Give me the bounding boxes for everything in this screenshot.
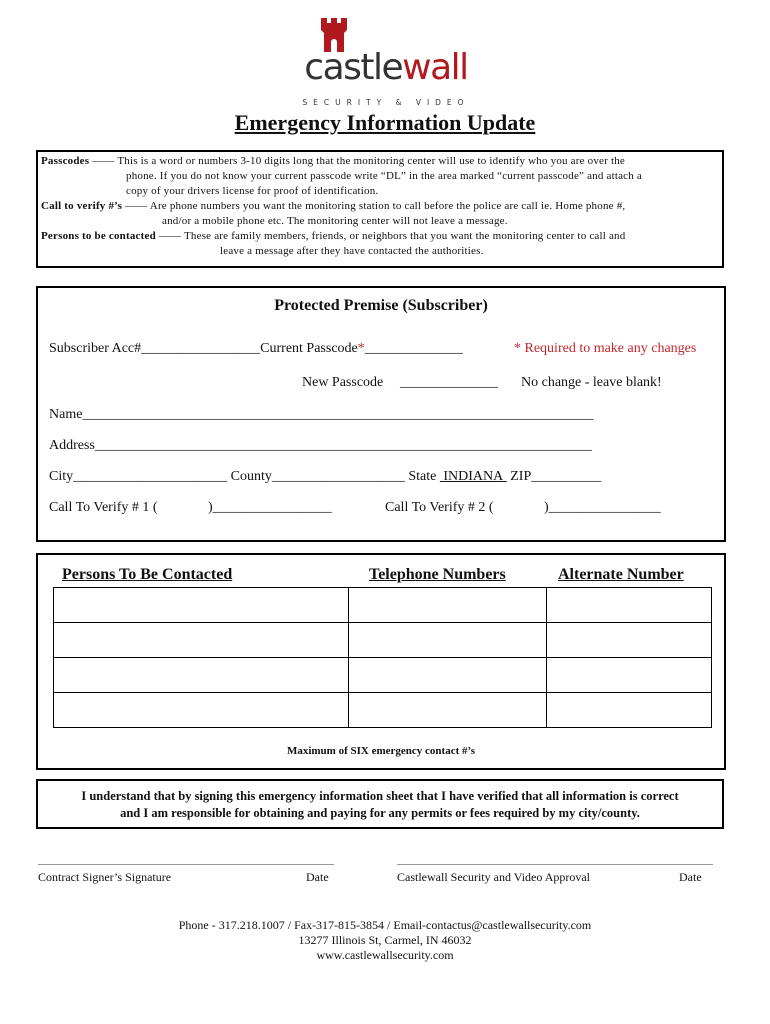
city-field[interactable]: ______________________ bbox=[73, 469, 228, 484]
zip-field[interactable]: __________ bbox=[531, 469, 602, 484]
subscriber-section bbox=[36, 286, 726, 542]
address-row bbox=[49, 438, 592, 454]
address-field[interactable]: _______________________________________________________________________ bbox=[94, 438, 592, 453]
contacted-line-2: leave a message after they have contacted the authorities. bbox=[220, 245, 484, 257]
name-field[interactable]: _________________________________________________________________________ bbox=[82, 407, 594, 422]
verify2-field[interactable]: ________________ bbox=[548, 500, 661, 515]
contacts-table bbox=[53, 587, 712, 728]
contact-phone-cell[interactable] bbox=[349, 588, 547, 623]
location-row bbox=[49, 469, 601, 485]
contact-name-cell[interactable] bbox=[54, 693, 349, 728]
passcodes-label: Passcodes bbox=[41, 155, 90, 167]
footer-website[interactable]: www.castlewallsecurity.com bbox=[316, 948, 454, 962]
new-passcode-field[interactable]: ______________ bbox=[400, 375, 498, 390]
verify1-label: Call To Verify # 1 ( bbox=[49, 500, 158, 515]
contact-name-cell[interactable] bbox=[54, 588, 349, 623]
signer-signature-line[interactable] bbox=[38, 864, 334, 865]
logo-wordmark: castlewall bbox=[304, 47, 468, 88]
agreement-box bbox=[36, 779, 724, 829]
logo-tagline: SECURITY & VIDEO bbox=[302, 98, 470, 107]
contacted-label: Persons to be contacted bbox=[41, 230, 156, 242]
instructions-box bbox=[36, 150, 724, 268]
contact-alt-cell[interactable] bbox=[547, 693, 712, 728]
state-field[interactable]: INDIANA bbox=[443, 469, 504, 484]
col-persons-header: Persons To Be Contacted bbox=[62, 566, 233, 583]
subscriber-acc-row bbox=[49, 341, 463, 357]
current-passcode-label: Current Passcode bbox=[260, 341, 358, 356]
verify1-row: )_________________ bbox=[208, 500, 332, 515]
contact-alt-cell[interactable] bbox=[547, 623, 712, 658]
verify2-row: )________________ bbox=[544, 500, 661, 515]
no-change-note: No change - leave blank! bbox=[521, 375, 662, 390]
current-passcode-field[interactable]: ______________ bbox=[364, 341, 463, 356]
approval-label: Castlewall Security and Video Approval bbox=[397, 870, 591, 884]
subscriber-heading: Protected Premise (Subscriber) bbox=[274, 297, 488, 314]
passcodes-line-3: copy of your drivers license for proof of identification. bbox=[126, 185, 379, 197]
approval-date-label: Date bbox=[679, 870, 702, 884]
contact-phone-cell[interactable] bbox=[349, 658, 547, 693]
contact-alt-cell[interactable] bbox=[547, 658, 712, 693]
required-asterisk: * bbox=[357, 341, 365, 356]
passcodes-line-1: Passcodes —— This is a word or numbers 3-10 digits long that the monitoring center will use to identify who you are over the bbox=[41, 155, 625, 167]
max-contacts-note: Maximum of SIX emergency contact #’s bbox=[286, 745, 476, 757]
city-label: City bbox=[49, 469, 74, 484]
contact-row bbox=[54, 623, 712, 658]
contact-phone-cell[interactable] bbox=[349, 623, 547, 658]
verify-line-1: Call to verify #’s —— Are phone numbers you want the monitoring station to call before the police are call ie. Home phone #, bbox=[41, 200, 626, 212]
agreement-line-2: and I am responsible for obtaining and paying for any permits or fees required by my city/county. bbox=[120, 806, 640, 820]
county-field[interactable]: ___________________ bbox=[271, 469, 405, 484]
contacted-line-1: Persons to be contacted —— These are family members, friends, or neighbors that you want the monitoring center to call and bbox=[41, 230, 626, 242]
subscriber-acc-field[interactable]: _________________ bbox=[141, 341, 261, 356]
verify1-field[interactable]: _________________ bbox=[212, 500, 332, 515]
contact-row bbox=[54, 658, 712, 693]
name-label: Name bbox=[49, 407, 83, 422]
passcodes-line-2: phone. If you do not know your current passcode write “DL” in the area marked “current passcode” and attach a bbox=[126, 170, 642, 182]
contact-alt-cell[interactable] bbox=[547, 588, 712, 623]
contacts-section bbox=[36, 553, 726, 770]
col-alternate-header: Alternate Number bbox=[558, 566, 684, 583]
county-label: County bbox=[230, 469, 272, 484]
signer-date-label: Date bbox=[306, 870, 329, 884]
footer-address: 13277 Illinois St, Carmel, IN 46032 bbox=[298, 933, 472, 947]
company-logo bbox=[296, 18, 476, 107]
contact-phone-cell[interactable] bbox=[349, 693, 547, 728]
verify2-label: Call To Verify # 2 ( bbox=[385, 500, 494, 515]
signer-label: Contract Signer’s Signature bbox=[38, 870, 172, 884]
footer-contact: Phone - 317.218.1007 / Fax-317-815-3854 / Email-contactus@castlewallsecurity.com bbox=[178, 918, 592, 932]
subscriber-acc-label: Subscriber Acc# bbox=[49, 341, 142, 356]
zip-label: ZIP bbox=[510, 469, 532, 484]
contact-name-cell[interactable] bbox=[54, 658, 349, 693]
name-row bbox=[49, 407, 593, 423]
contact-row bbox=[54, 693, 712, 728]
contact-row bbox=[54, 588, 712, 623]
approval-signature-line[interactable] bbox=[397, 864, 713, 865]
required-note: * Required to make any changes bbox=[514, 341, 697, 356]
verify-label: Call to verify #’s bbox=[41, 200, 123, 212]
address-label: Address bbox=[49, 438, 95, 453]
verify-line-2: and/or a mobile phone etc. The monitoring center will not leave a message. bbox=[162, 215, 508, 227]
col-telephone-header: Telephone Numbers bbox=[369, 566, 506, 583]
new-passcode-label: New Passcode bbox=[302, 375, 384, 390]
state-label: State bbox=[408, 469, 437, 484]
contact-name-cell[interactable] bbox=[54, 623, 349, 658]
agreement-line-1: I understand that by signing this emergency information sheet that I have verified that all information is correct bbox=[81, 789, 679, 803]
page-title: Emergency Information Update bbox=[234, 110, 536, 135]
